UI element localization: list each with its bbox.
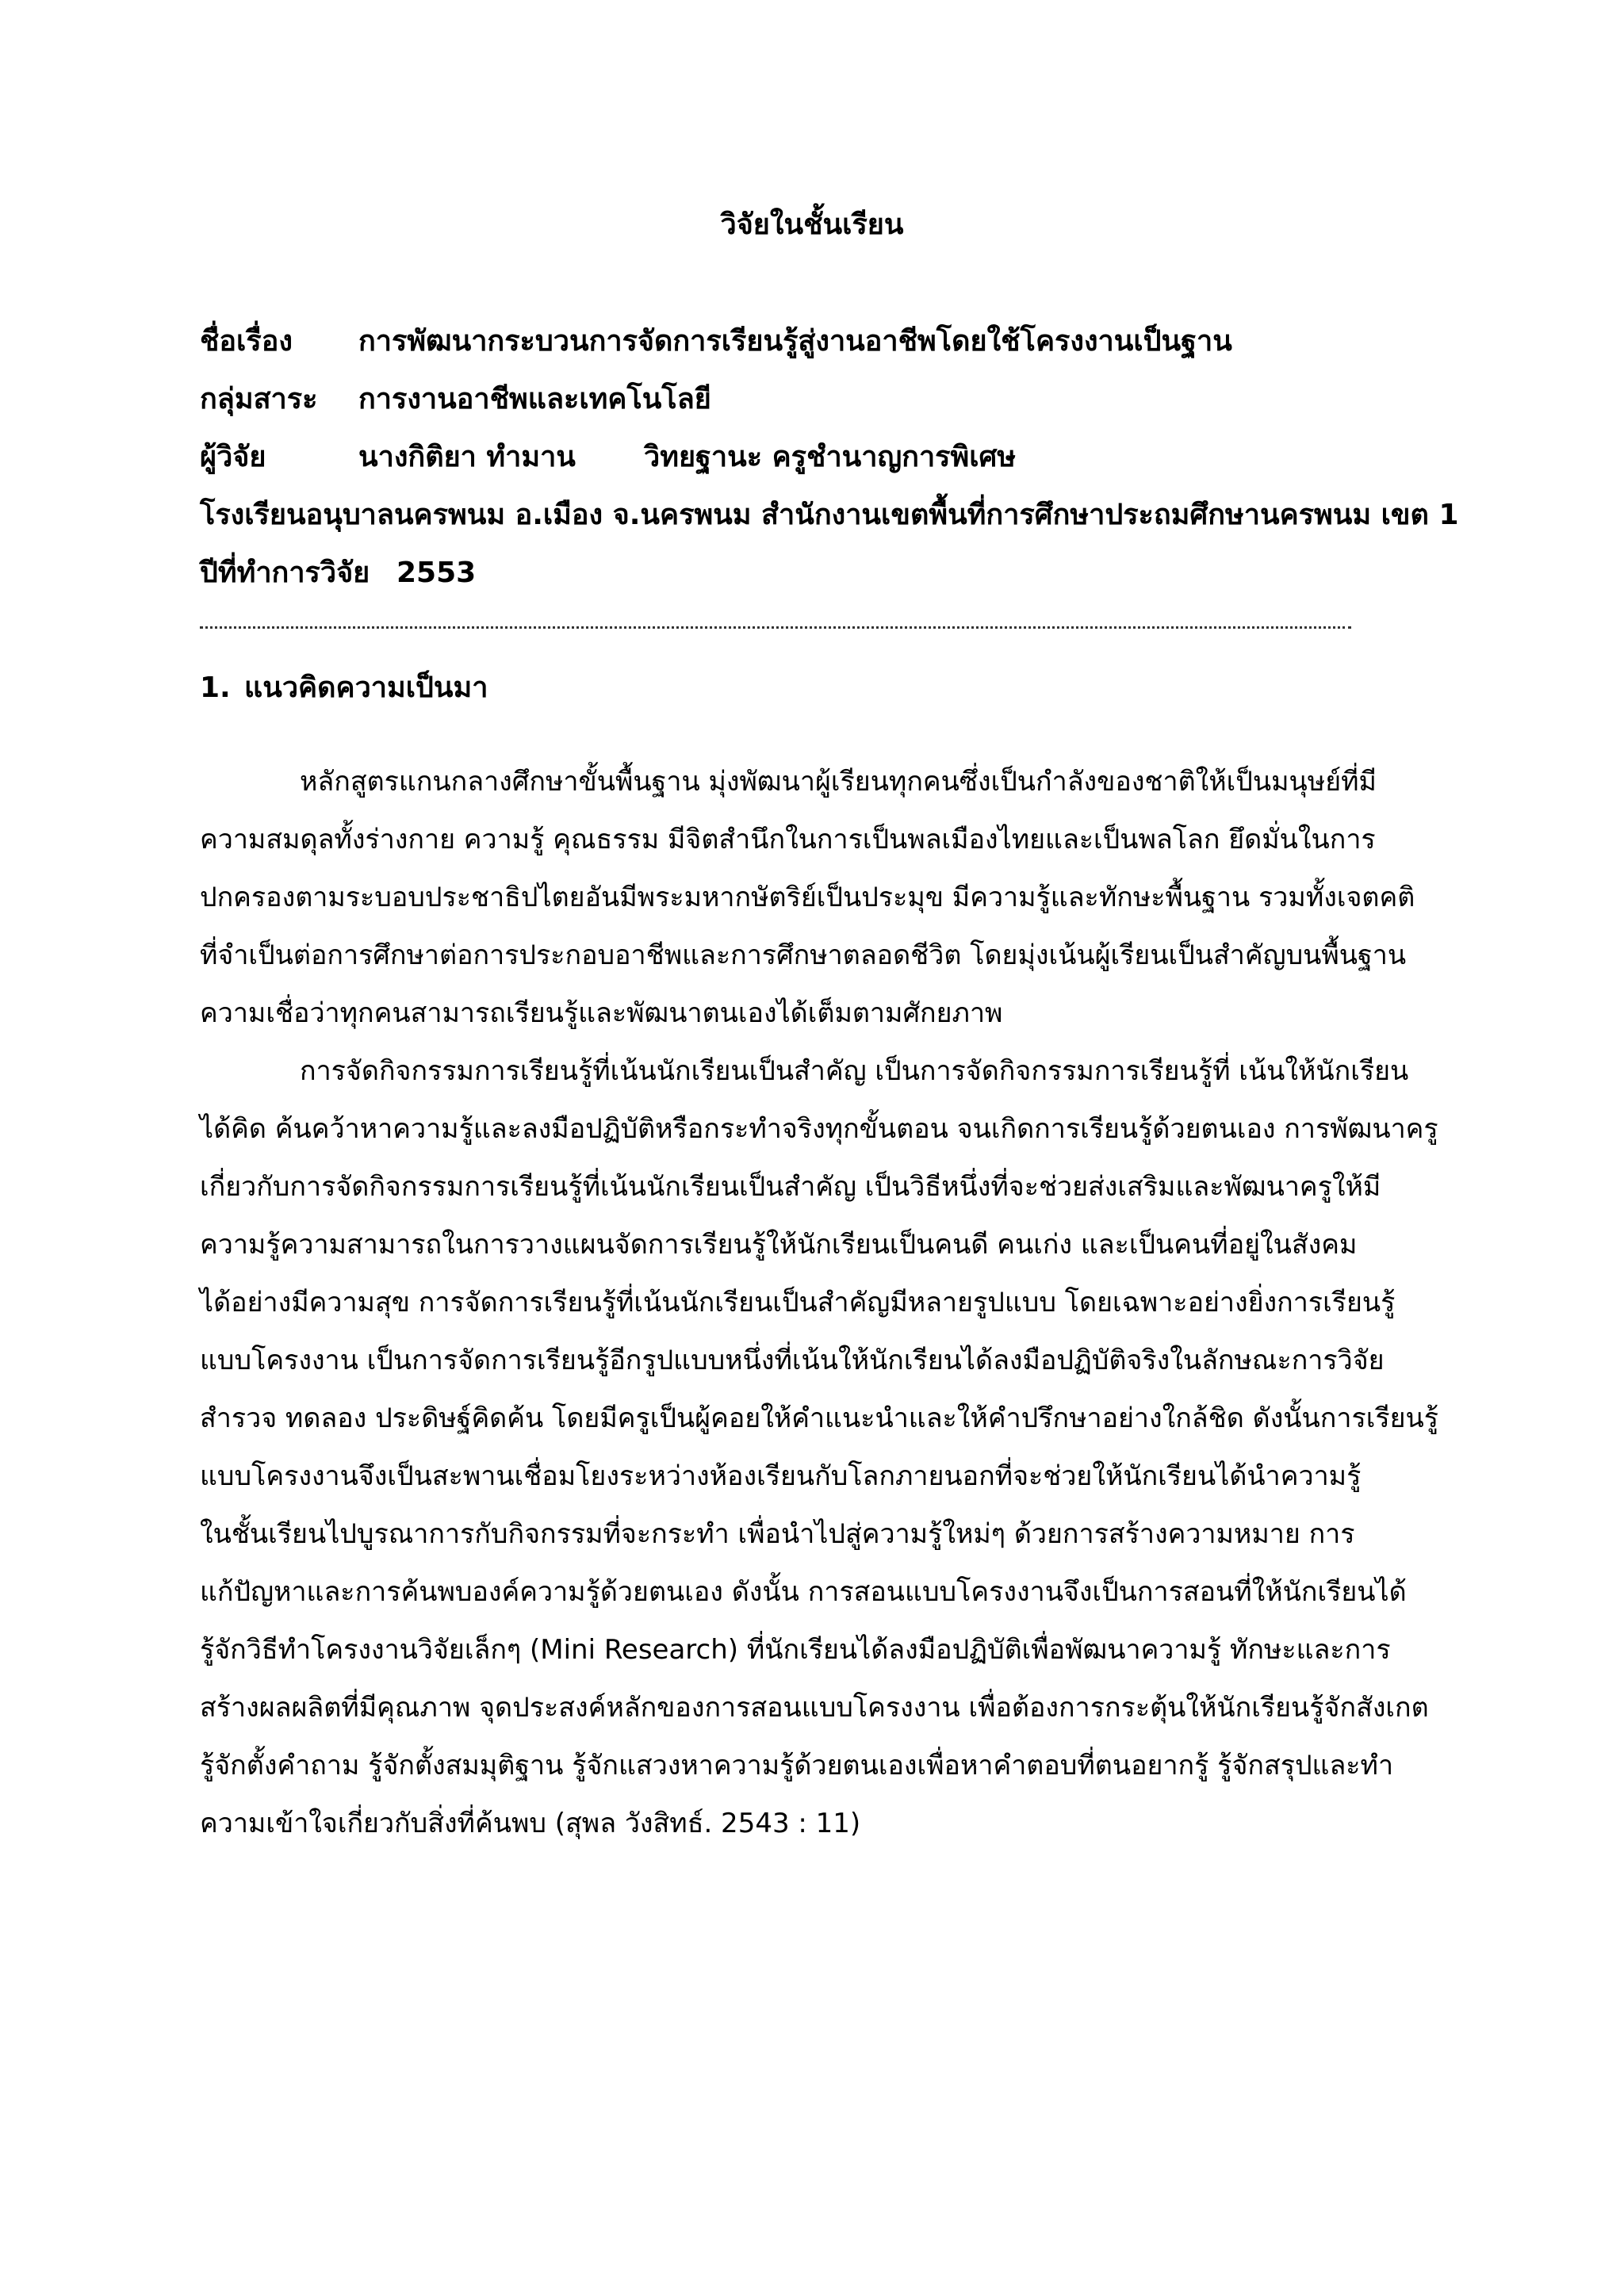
meta-value-title: การพัฒนากระบวนการจัดการเรียนรู้สู่งานอาชีพโดยใช้โครงงานเป็นฐาน bbox=[358, 325, 1232, 358]
dotted-divider bbox=[200, 626, 1351, 629]
paragraph-1-line: ที่จำเป็นต่อการศึกษาต่อการประกอบอาชีพและการศึกษาตลอดชีวิต โดยมุ่งเน้นผู้เรียนเป็นสำคัญบนพื้นฐาน bbox=[200, 939, 1407, 971]
paragraph-2-line: ได้อย่างมีความสุข การจัดการเรียนรู้ที่เน้นนักเรียนเป็นสำคัญมีหลายรูปแบบ โดยเฉพาะอย่างยิ่งการเรียนรู้ bbox=[200, 1287, 1396, 1318]
meta-value-researcher-rank: วิทยฐานะ ครูชำนาญการพิเศษ bbox=[644, 441, 1017, 473]
paragraph-2-line: ในชั้นเรียนไปบูรณาการกับกิจกรรมที่จะกระทำ เพื่อนำไปสู่ความรู้ใหม่ๆ ด้วยการสร้างความหมาย การ bbox=[200, 1518, 1355, 1550]
meta-value-researcher: นางกิติยา ทำมาน bbox=[358, 441, 576, 473]
meta-value-subject: การงานอาชีพและเทคโนโลยี bbox=[358, 383, 711, 415]
paragraph-1-line: ปกครองตามระบอบประชาธิปไตยอันมีพระมหากษัตริย์เป็นประมุข มีความรู้และทักษะพื้นฐาน รวมทั้งเจตคติ bbox=[200, 882, 1415, 913]
paragraph-1-line: หลักสูตรแกนกลางศึกษาขั้นพื้นฐาน มุ่งพัฒนาผู้เรียนทุกคนซึ่งเป็นกำลังของชาติให้เป็นมนุษย์ที่มี bbox=[300, 766, 1377, 798]
paragraph-1-line: ความเชื่อว่าทุกคนสามารถเรียนรู้และพัฒนาตนเองได้เต็มตามศักยภาพ bbox=[200, 997, 1003, 1029]
paragraph-2-line: ความรู้ความสามารถในการวางแผนจัดการเรียนรู้ให้นักเรียนเป็นคนดี คนเก่ง และเป็นคนที่อยู่ในสังคม bbox=[200, 1229, 1358, 1261]
paragraph-2-line: สร้างผลผลิตที่มีคุณภาพ จุดประสงค์หลักของการสอนแบบโครงงาน เพื่อต้องการกระตุ้นให้นักเรียนรู้จักสังเกต bbox=[200, 1692, 1429, 1724]
paragraph-2-line: รู้จักวิธีทำโครงงานวิจัยเล็กๆ (Mini Research) ที่นักเรียนได้ลงมือปฏิบัติเพื่อพัฒนาความรู้ ทักษะและการ bbox=[200, 1634, 1391, 1666]
paragraph-2-line: สำรวจ ทดลอง ประดิษฐ์คิดค้น โดยมีครูเป็นผู้คอยให้คำแนะนำและให้คำปรึกษาอย่างใกล้ชิด ดังนั้นการเรียนรู้ bbox=[200, 1402, 1439, 1434]
section-number: 1. bbox=[200, 672, 231, 704]
paragraph-2-line: แบบโครงงาน เป็นการจัดการเรียนรู้อีกรูปแบบหนึ่งที่เน้นให้นักเรียนได้ลงมือปฏิบัติจริงในลักษณะการวิจัย bbox=[200, 1345, 1385, 1376]
paragraph-2-line: แบบโครงงานจึงเป็นสะพานเชื่อมโยงระหว่างห้องเรียนกับโลกภายนอกที่จะช่วยให้นักเรียนได้นำความรู้ bbox=[200, 1460, 1362, 1492]
meta-label-title: ชื่อเรื่อง bbox=[200, 325, 293, 358]
meta-value-year: 2553 bbox=[396, 557, 477, 589]
paragraph-2-line: ได้คิด ค้นคว้าหาความรู้และลงมือปฏิบัติหรือกระทำจริงทุกขั้นตอน จนเกิดการเรียนรู้ด้วยตนเอง การพัฒนาครู bbox=[200, 1113, 1438, 1145]
section-heading-text: แนวคิดความเป็นมา bbox=[244, 672, 488, 704]
meta-label-year: ปีที่ทำการวิจัย bbox=[200, 557, 370, 589]
paragraph-1-line: ความสมดุลทั้งร่างกาย ความรู้ คุณธรรม มีจิตสำนึกในการเป็นพลเมืองไทยและเป็นพลโลก ยึดมั่นในการ bbox=[200, 824, 1376, 855]
meta-label-researcher: ผู้วิจัย bbox=[200, 441, 266, 473]
meta-school-line: โรงเรียนอนุบาลนครพนม อ.เมือง จ.นครพนม สำนักงานเขตพื้นที่การศึกษาประถมศึกษานครพนม เขต 1 bbox=[200, 499, 1459, 531]
meta-label-subject: กลุ่มสาระ bbox=[200, 383, 318, 415]
paragraph-2-line: เกี่ยวกับการจัดกิจกรรมการเรียนรู้ที่เน้นนักเรียนเป็นสำคัญ เป็นวิธีหนึ่งที่จะช่วยส่งเสริมและพัฒนาครูให้มี bbox=[200, 1171, 1381, 1203]
paragraph-2-line: แก้ปัญหาและการค้นพบองค์ความรู้ด้วยตนเอง ดังนั้น การสอนแบบโครงงานจึงเป็นการสอนที่ให้นักเรียนได้ bbox=[200, 1576, 1407, 1608]
paragraph-2-line: ความเข้าใจเกี่ยวกับสิ่งที่ค้นพบ (สุพล วังสิทธ์. 2543 : 11) bbox=[200, 1808, 861, 1839]
paragraph-2-line: การจัดกิจกรรมการเรียนรู้ที่เน้นนักเรียนเป็นสำคัญ เป็นการจัดกิจกรรมการเรียนรู้ที่ เน้นให้นักเรียน bbox=[300, 1055, 1409, 1087]
document-title: วิจัยในชั้นเรียน bbox=[720, 209, 904, 241]
paragraph-2-line: รู้จักตั้งคำถาม รู้จักตั้งสมมุติฐาน รู้จักแสวงหาความรู้ด้วยตนเองเพื่อหาคำตอบที่ตนอยากรู้ รู้จักสรุปและทำ bbox=[200, 1750, 1394, 1781]
